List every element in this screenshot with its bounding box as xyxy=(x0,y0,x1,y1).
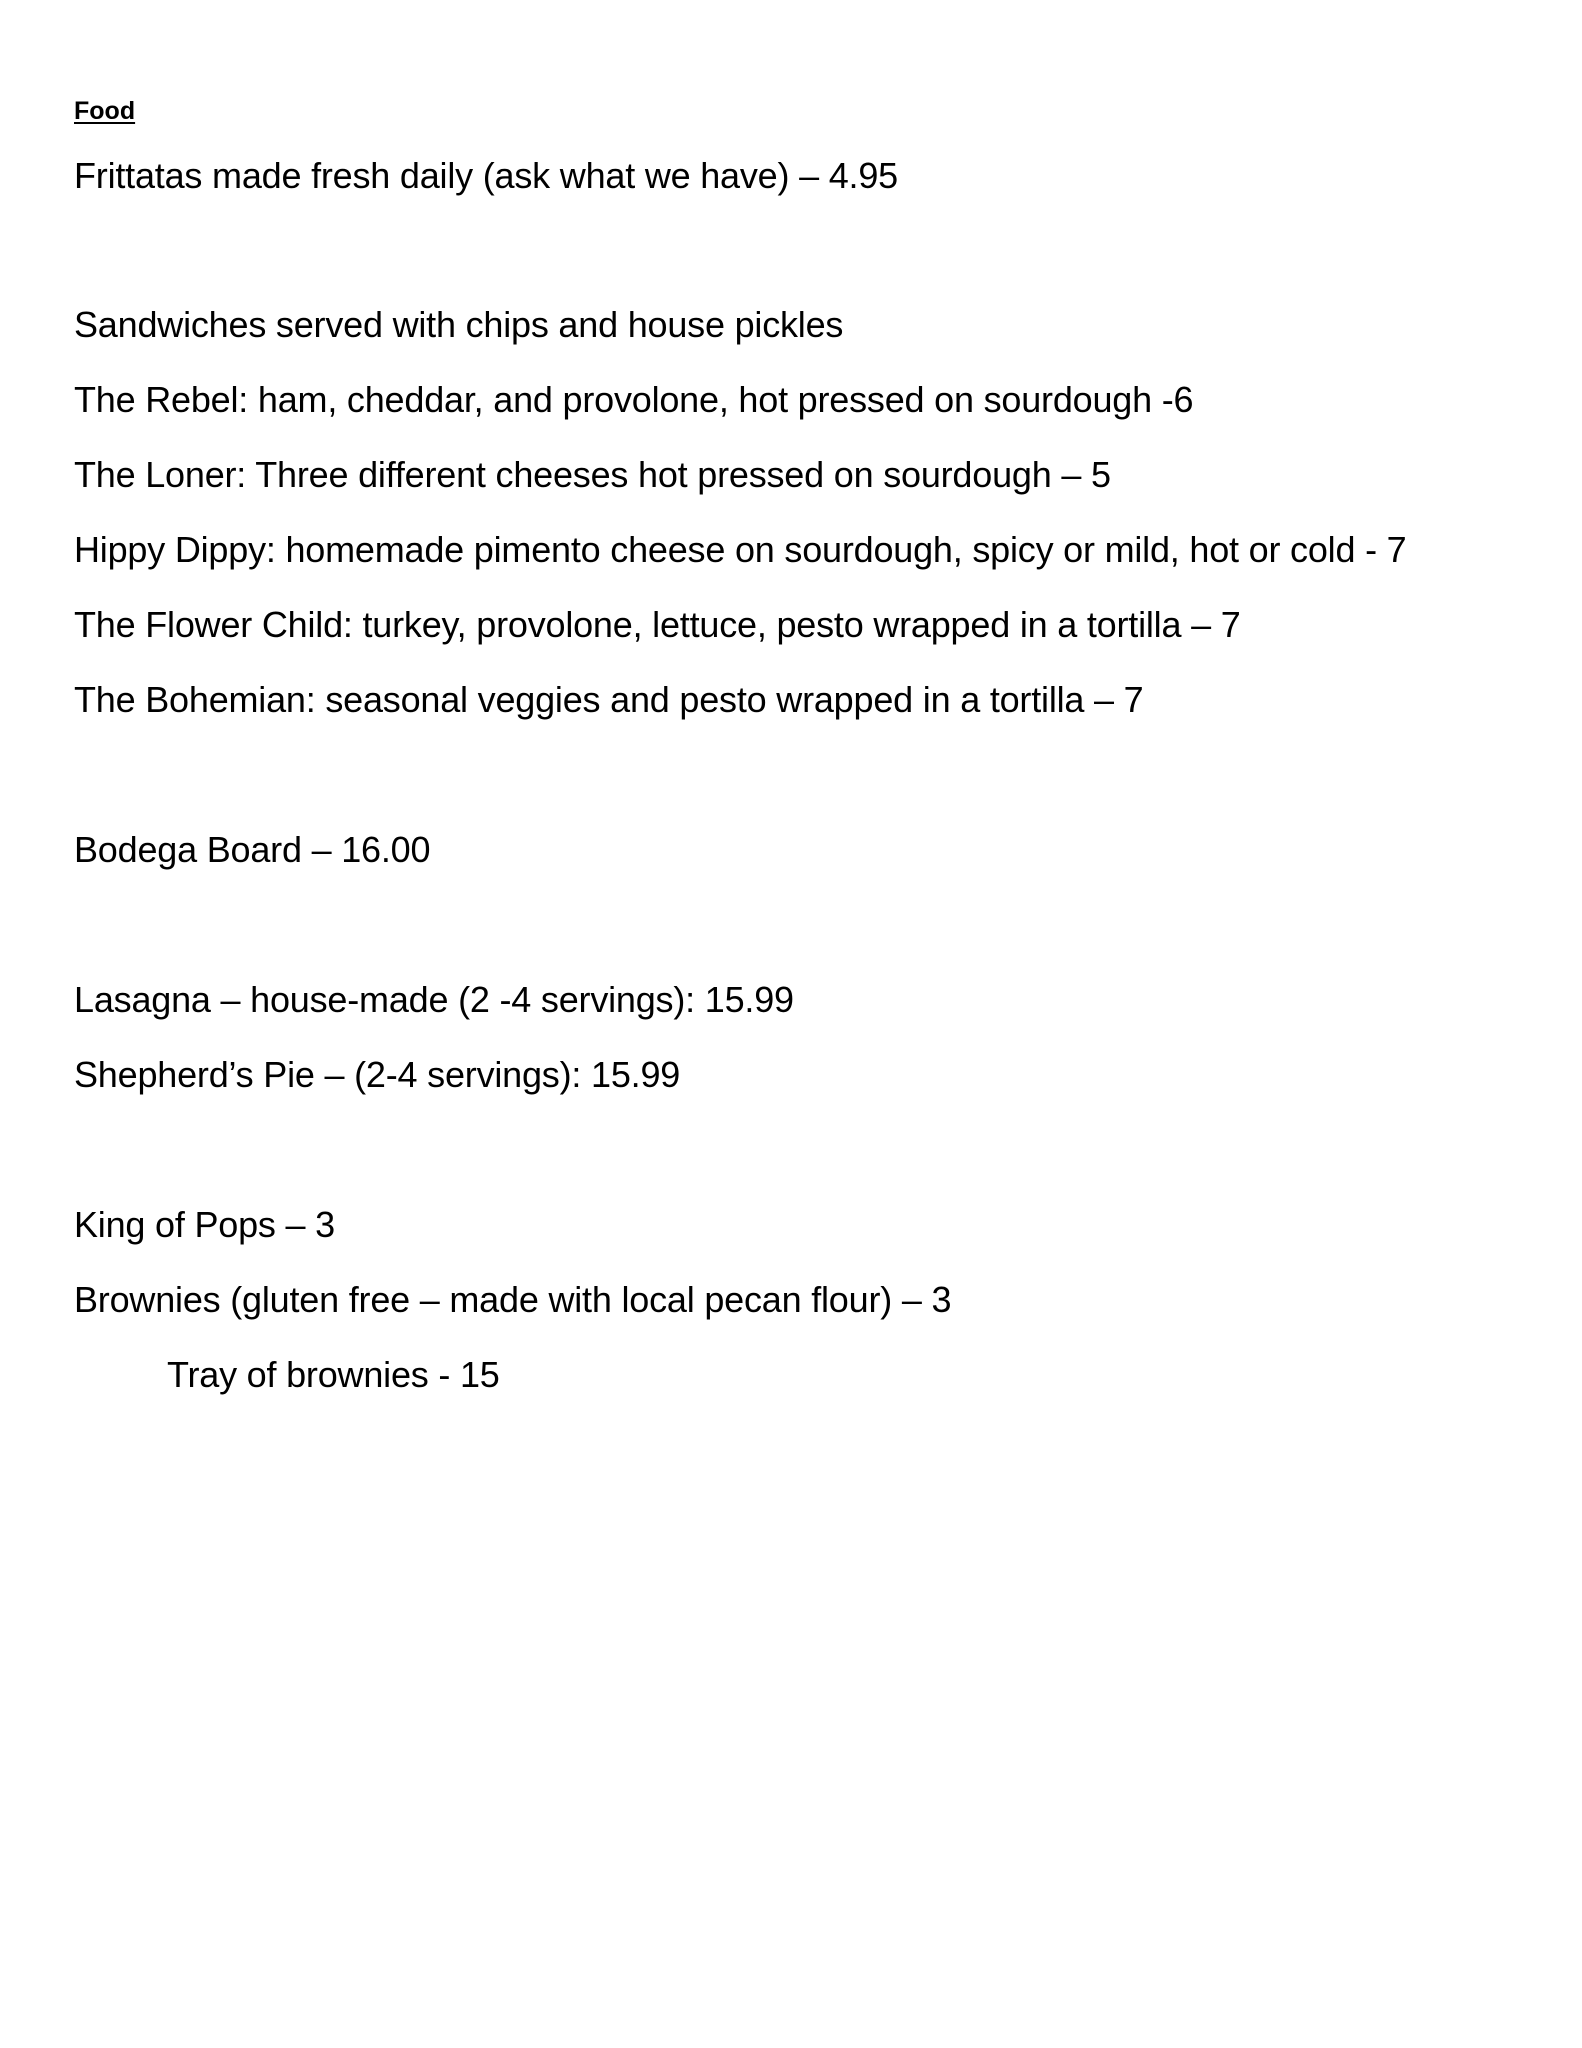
menu-item-flower-child: The Flower Child: turkey, provolone, lettuce, pesto wrapped in a tortilla – 7 xyxy=(74,604,1241,645)
menu-item-tray-of-brownies: Tray of brownies - 15 xyxy=(167,1354,500,1395)
menu-item-lasagna: Lasagna – house-made (2 -4 servings): 15.99 xyxy=(74,979,794,1020)
sandwiches-note: Sandwiches served with chips and house pickles xyxy=(74,304,844,345)
menu-item-the-rebel: The Rebel: ham, cheddar, and provolone, hot pressed on sourdough -6 xyxy=(74,379,1194,420)
menu-item-bohemian: The Bohemian: seasonal veggies and pesto wrapped in a tortilla – 7 xyxy=(74,679,1144,720)
menu-item-the-loner: The Loner: Three different cheeses hot pressed on sourdough – 5 xyxy=(74,454,1111,495)
menu-item-shepherds-pie: Shepherd’s Pie – (2-4 servings): 15.99 xyxy=(74,1054,681,1095)
menu-heading: Food xyxy=(74,97,136,125)
menu-item-bodega-board: Bodega Board – 16.00 xyxy=(74,829,431,870)
menu-item-frittatas: Frittatas made fresh daily (ask what we have) – 4.95 xyxy=(74,155,898,196)
menu-item-king-of-pops: King of Pops – 3 xyxy=(74,1204,335,1245)
menu-item-hippy-dippy: Hippy Dippy: homemade pimento cheese on sourdough, spicy or mild, hot or cold - 7 xyxy=(74,529,1407,570)
menu-item-brownies: Brownies (gluten free – made with local pecan flour) – 3 xyxy=(74,1279,952,1320)
